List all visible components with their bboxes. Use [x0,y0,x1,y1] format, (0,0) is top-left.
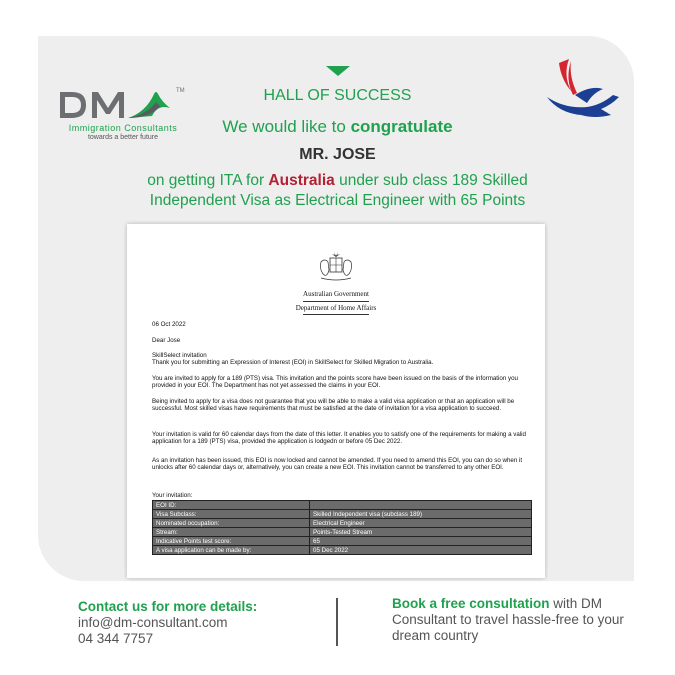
table-cell-value: Electrical Engineer [310,519,532,528]
logo-tagline: towards a better future [87,134,159,141]
ita-prefix: on getting ITA for [147,172,269,189]
divider [303,314,369,315]
book-consultation-bold: Book a free consultation [392,596,550,611]
letter-paragraph: Being invited to apply for a visa does not guarantee that you will be able to make a valid visa application or that an application will be successful. Most skilled visas have requirements that must be satisfied at the date of invitation for a visa application to succeed. [152,398,515,413]
country-name: Australia [268,172,335,189]
letter-paragraph: As an invitation has been issued, this EOI is now locked and cannot be amended. If you need to amend this EOI, you can do so when it unlocks after 60 calendar days or, alternatively, you can create a new EOI. This invitation cannot be transferred to any other EOI. [152,457,523,472]
letter-greeting: Dear Jose [152,337,181,344]
table-cell-value: 05 Dec 2022 [310,546,532,555]
hall-of-success-heading: HALL OF SUCCESS [263,87,412,104]
department-title: Department of Home Affairs [295,304,377,312]
table-row [153,501,532,510]
table-row [153,510,532,519]
table-cell-label: Nominated occupation: [153,519,310,528]
footer-divider [336,598,338,646]
your-invitation-label: Your invitation: [152,492,193,499]
trademark-label: TM [176,88,185,94]
table-cell-value [310,501,532,510]
contact-phone[interactable]: 04 344 7757 [78,631,154,646]
table-row [153,537,532,546]
letter-subject: SkillSelect invitation [152,352,207,359]
table-row [153,546,532,555]
book-consultation-rest: with DM Consultant to travel hassle-free to your dream country [392,596,624,643]
table-cell-value: Points-Tested Stream [310,528,532,537]
letter-paragraph: Your invitation is valid for 60 calendar days from the date of this letter. It enables you to satisfy one of the requirements for making a valid application for a 189 (PTS) visa, provided the application is lodgedn or before 05 Dec 2022. [152,431,526,446]
ita-line-1 [0,172,675,190]
contact-heading: Contact us for more details: [78,599,258,614]
book-consultation-text [392,596,652,644]
table-cell-value: Skilled Independent visa (subclass 189) [310,510,532,519]
divider [303,301,369,302]
letter-paragraph: You are invited to apply for a 189 (PTS) visa. This invitation and the points score have been issued on the basis of the information you provided in your EOI. The Department has not yet assessed the claims in your EOI. [152,375,518,390]
ita-line-2: Independent Visa as Electrical Engineer with 65 Points [149,192,526,209]
coat-of-arms-icon [317,250,355,284]
client-name: MR. JOSE [299,146,376,163]
letter-date: 06 Oct 2022 [152,321,186,328]
table-cell-label: Indicative Points test score: [153,537,310,546]
table-cell-label: Stream: [153,528,310,537]
down-triangle-icon [326,66,350,76]
table-cell-label: A visa application can be made by: [153,546,310,555]
invitation-table [152,500,532,555]
invitation-letter [127,224,545,578]
congratulate-line [0,117,675,137]
table-row [153,519,532,528]
table-row [153,528,532,537]
table-cell-value: 65 [310,537,532,546]
logo-company-name: Immigration Consultants [68,123,178,133]
congrats-prefix: We would like to [222,117,351,136]
congrats-bold: congratulate [350,117,453,136]
letter-paragraph: Thank you for submitting an Expression of Interest (EOI) in SkillSelect for Skilled Migration to Australia. [152,359,434,366]
ita-suffix: under sub class 189 Skilled [334,172,528,189]
contact-email[interactable]: info@dm-consultant.com [78,615,228,630]
table-cell-label: Visa Subclass: [153,510,310,519]
government-title: Australian Government [303,290,369,298]
table-cell-label: EOI ID: [153,501,310,510]
